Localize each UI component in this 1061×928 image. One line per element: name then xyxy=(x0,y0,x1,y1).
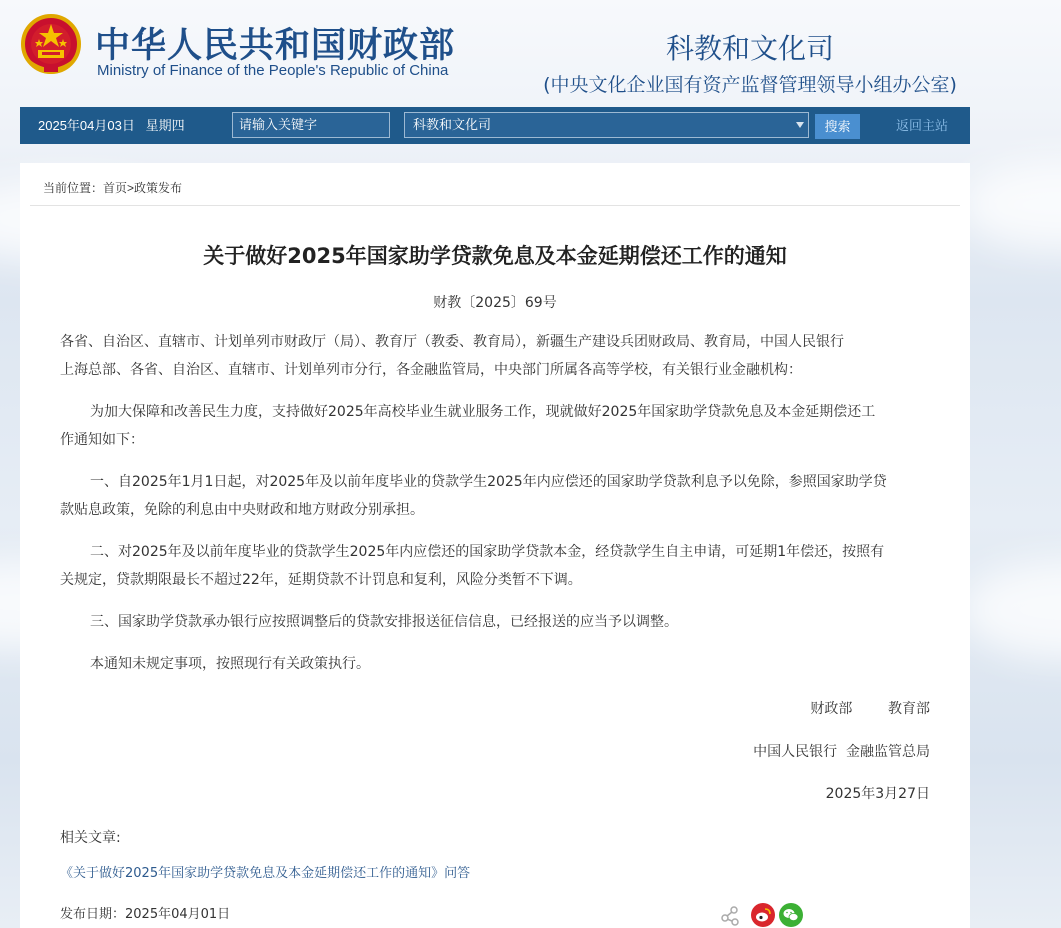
search-button[interactable]: 搜索 xyxy=(815,114,860,139)
item-two-paragraph xyxy=(60,538,930,594)
weibo-icon[interactable] xyxy=(751,903,775,927)
navigation-bar xyxy=(20,107,970,144)
department-name: 科教和文化司 xyxy=(665,32,834,65)
wechat-icon[interactable] xyxy=(779,903,803,927)
ministry-name-cn: 中华人民共和国财政部 xyxy=(95,26,456,66)
site-header xyxy=(0,0,1061,107)
return-home-link[interactable]: 返回主站 xyxy=(896,118,949,133)
search-input[interactable]: 请输入关键字 xyxy=(232,112,390,138)
document-number: 财教〔2025〕69号 xyxy=(433,295,557,311)
department-select[interactable] xyxy=(404,112,809,138)
department-select-value: 科教和文化司 xyxy=(413,117,492,132)
sign-date: 2025年3月27日 xyxy=(825,786,930,802)
signers-line-two: 中国人民银行 金融监管总局 xyxy=(753,744,930,760)
item-one-paragraph xyxy=(60,468,930,524)
national-emblem-icon xyxy=(20,14,82,78)
intro-paragraph xyxy=(60,398,930,454)
paragraph-line: 本通知未规定事项，按照现行有关政策执行。 xyxy=(90,656,370,672)
addressee-paragraph xyxy=(60,328,930,384)
paragraph-line: 各省、自治区、直辖市、计划单列市财政厅（局）、教育厅（教委、教育局），新疆生产建设兵团财政局、教育局，中国人民银行 xyxy=(60,334,844,350)
department-subtitle: (中央文化企业国有资产监督管理领导小组办公室) xyxy=(543,74,957,96)
ministry-name-en: Ministry of Finance of the People's Republic of China xyxy=(97,62,449,79)
share-icon[interactable] xyxy=(718,903,742,927)
paragraph-line: 一、自2025年1月1日起，对2025年及以前年度毕业的贷款学生2025年内应偿还的国家助学贷款利息予以免除，参照国家助学贷 xyxy=(90,474,887,490)
paragraph-line: 款贴息政策，免除的利息由中央财政和地方财政分别承担。 xyxy=(60,502,424,518)
paragraph-line: 上海总部、各省、自治区、直辖市、计划单列市分行，各金融监管局，中央部门所属各高等学校，有关银行业金融机构： xyxy=(60,362,802,378)
background-cloud xyxy=(960,160,1061,250)
paragraph-line: 作通知如下： xyxy=(60,432,144,448)
breadcrumb[interactable]: 当前位置：首页>政策发布 xyxy=(43,181,183,195)
publish-date: 发布日期：2025年04月01日 xyxy=(60,907,231,922)
closing-paragraph xyxy=(60,650,930,678)
paragraph-line: 二、对2025年及以前年度毕业的贷款学生2025年内应偿还的国家助学贷款本金，经贷款学生自主申请，可延期1年偿还，按照有 xyxy=(90,544,885,560)
related-articles-label: 相关文章: xyxy=(60,830,121,846)
paragraph-line: 三、国家助学贷款承办银行应按照调整后的贷款安排报送征信信息，已经报送的应当予以调整。 xyxy=(90,614,678,630)
article-title: 关于做好2025年国家助学贷款免息及本金延期偿还工作的通知 xyxy=(203,244,787,268)
current-date: 2025年04月03日 星期四 xyxy=(38,118,185,133)
related-article-link[interactable]: 《关于做好2025年国家助学贷款免息及本金延期偿还工作的通知》问答 xyxy=(60,866,471,881)
article-panel xyxy=(20,163,970,928)
paragraph-line: 为加大保障和改善民生力度，支持做好2025年高校毕业生就业服务工作，现就做好2025年国家助学贷款免息及本金延期偿还工 xyxy=(90,404,876,420)
paragraph-line: 关规定，贷款期限最长不超过22年，延期贷款不计罚息和复利，风险分类暂不下调。 xyxy=(60,572,582,588)
chevron-down-icon xyxy=(796,122,804,128)
signers-line-one: 财政部 教育部 xyxy=(810,701,930,717)
background-cloud xyxy=(960,560,1061,660)
breadcrumb-divider xyxy=(30,205,960,206)
item-three-paragraph xyxy=(60,608,930,636)
